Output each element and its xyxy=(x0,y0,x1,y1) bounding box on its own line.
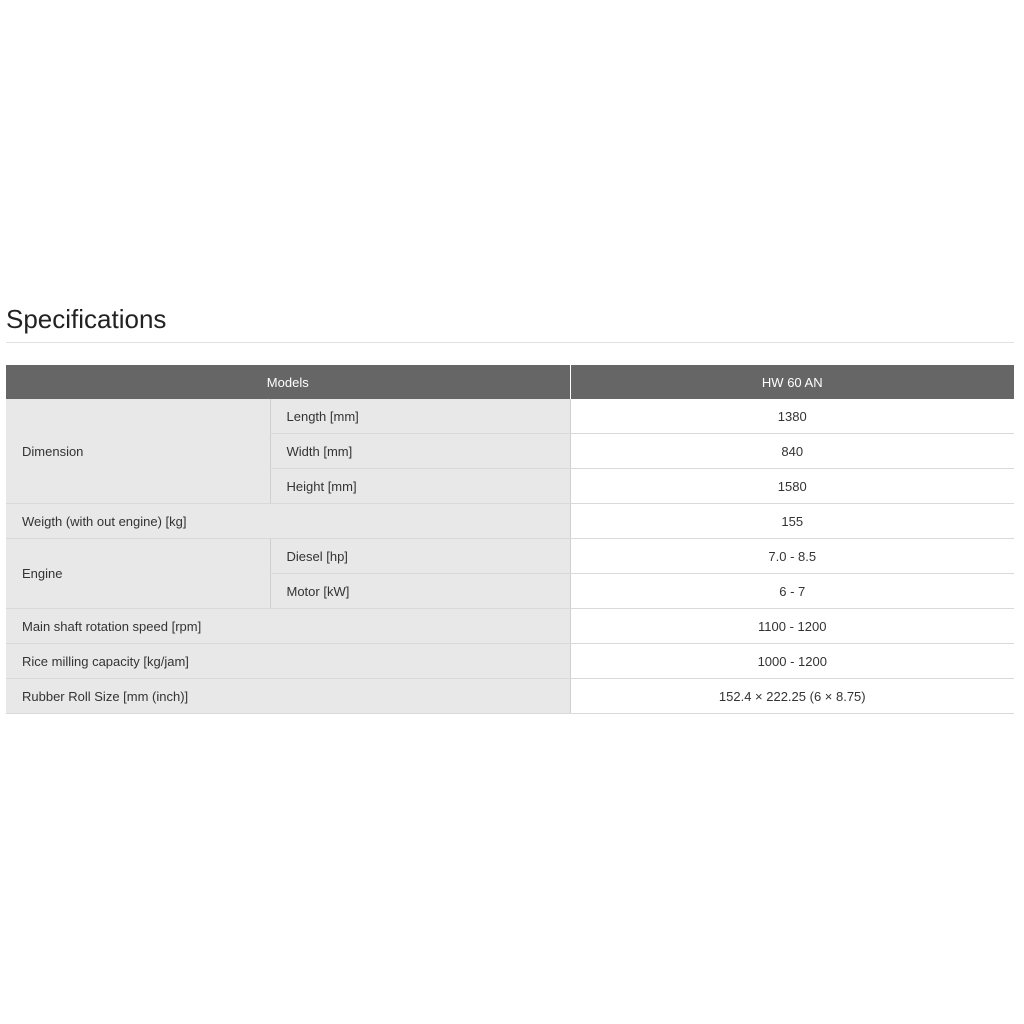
rice-milling-value: 1000 - 1200 xyxy=(570,644,1014,679)
height-label: Height [mm] xyxy=(270,469,570,504)
main-shaft-value: 1100 - 1200 xyxy=(570,609,1014,644)
rubber-roll-value: 152.4 × 222.25 (6 × 8.75) xyxy=(570,679,1014,714)
table-row xyxy=(6,644,1014,679)
header-models: Models xyxy=(6,365,570,399)
motor-label: Motor [kW] xyxy=(270,574,570,609)
width-value: 840 xyxy=(570,434,1014,469)
specifications-table xyxy=(6,365,1014,714)
rice-milling-label: Rice milling capacity [kg/jam] xyxy=(6,644,570,679)
dimension-label: Dimension xyxy=(6,399,270,504)
table-row xyxy=(6,539,1014,574)
weight-value: 155 xyxy=(570,504,1014,539)
header-model-name: HW 60 AN xyxy=(570,365,1014,399)
height-value: 1580 xyxy=(570,469,1014,504)
motor-value: 6 - 7 xyxy=(570,574,1014,609)
diesel-label: Diesel [hp] xyxy=(270,539,570,574)
table-row xyxy=(6,399,1014,434)
width-label: Width [mm] xyxy=(270,434,570,469)
length-value: 1380 xyxy=(570,399,1014,434)
rubber-roll-label: Rubber Roll Size [mm (inch)] xyxy=(6,679,570,714)
page-title: Specifications xyxy=(6,304,167,334)
length-label: Length [mm] xyxy=(270,399,570,434)
table-row xyxy=(6,679,1014,714)
specifications-section xyxy=(6,296,1014,714)
weight-label: Weigth (with out engine) [kg] xyxy=(6,504,570,539)
table-row xyxy=(6,504,1014,539)
engine-label: Engine xyxy=(6,539,270,609)
title-divider xyxy=(6,342,1014,343)
diesel-value: 7.0 - 8.5 xyxy=(570,539,1014,574)
main-shaft-label: Main shaft rotation speed [rpm] xyxy=(6,609,570,644)
table-header-row xyxy=(6,365,1014,399)
table-row xyxy=(6,609,1014,644)
